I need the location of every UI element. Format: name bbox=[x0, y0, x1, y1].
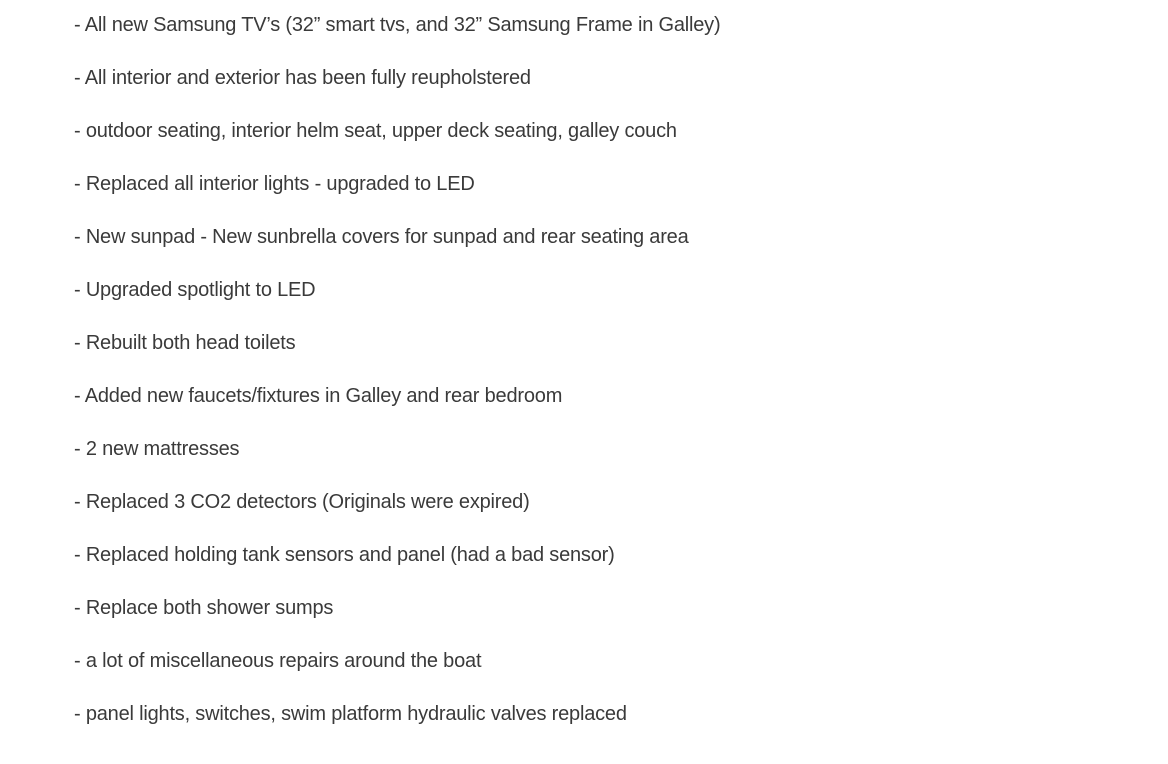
list-item: - Rebuilt both head toilets bbox=[74, 332, 296, 354]
list-item: - Replaced 3 CO2 detectors (Originals were expired) bbox=[74, 491, 530, 513]
list-item: - panel lights, switches, swim platform hydraulic valves replaced bbox=[74, 703, 627, 725]
list-item: - Replaced all interior lights - upgraded to LED bbox=[74, 173, 475, 195]
list-item: - New sunpad - New sunbrella covers for sunpad and rear seating area bbox=[74, 226, 689, 248]
list-item: - 2 new mattresses bbox=[74, 438, 240, 460]
list-item: - outdoor seating, interior helm seat, upper deck seating, galley couch bbox=[74, 120, 677, 142]
list-item: - Added new faucets/fixtures in Galley and rear bedroom bbox=[74, 385, 563, 407]
upgrade-list bbox=[74, 0, 1074, 742]
list-item: - Replaced holding tank sensors and panel (had a bad sensor) bbox=[74, 544, 615, 566]
upgrade-list-section bbox=[74, 0, 1074, 742]
list-item: - All interior and exterior has been fully reupholstered bbox=[74, 67, 531, 89]
list-item: - a lot of miscellaneous repairs around the boat bbox=[74, 650, 482, 672]
list-item: - Replace both shower sumps bbox=[74, 597, 334, 619]
list-item: - All new Samsung TV’s (32” smart tvs, and 32” Samsung Frame in Galley) bbox=[74, 14, 721, 36]
list-item: - Upgraded spotlight to LED bbox=[74, 279, 316, 301]
